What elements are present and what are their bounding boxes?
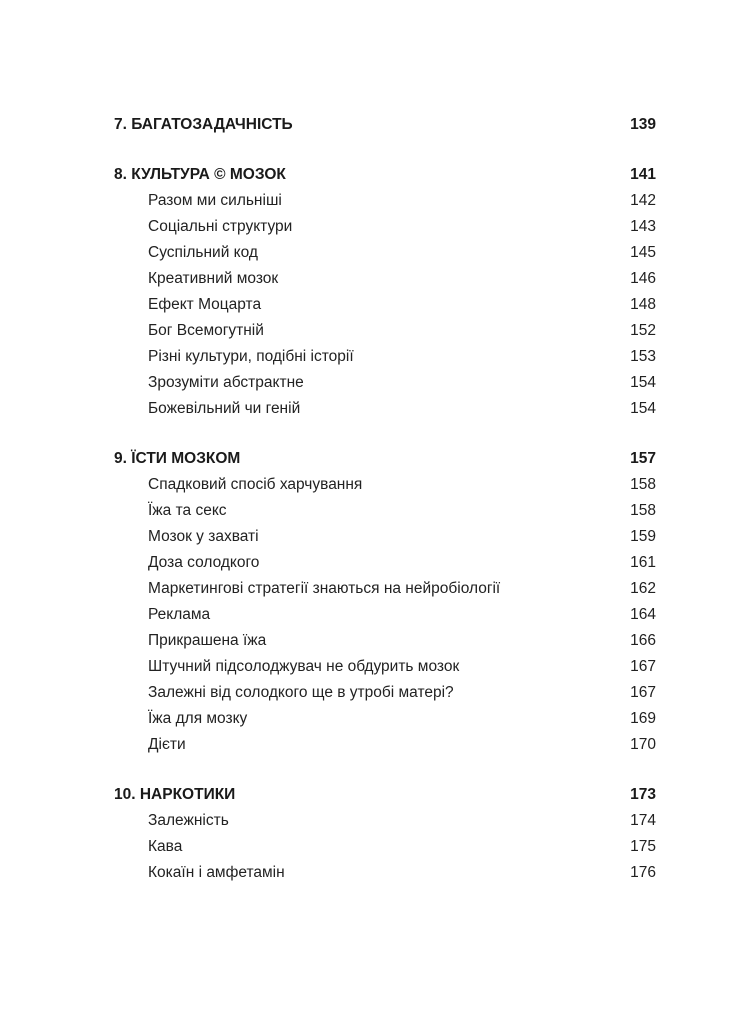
section-page-number: 167 xyxy=(630,684,656,701)
section-entry xyxy=(114,706,656,732)
section-entry xyxy=(114,188,656,214)
section-page-number: 166 xyxy=(630,632,656,649)
section-title: Доза солодкого xyxy=(148,554,260,571)
section-title: Соціальні структури xyxy=(148,218,293,235)
section-title: Мозок у захваті xyxy=(148,528,259,545)
section-entry xyxy=(114,318,656,344)
section-entry xyxy=(114,860,656,886)
section-title: Кокаїн і амфетамін xyxy=(148,864,285,881)
section-page-number: 158 xyxy=(630,476,656,493)
section-entry xyxy=(114,344,656,370)
section-entry xyxy=(114,292,656,318)
section-title: Штучний підсолоджувач не обдурить мозок xyxy=(148,658,460,675)
section-title: Божевільний чи геній xyxy=(148,400,301,417)
section-page-number: 170 xyxy=(630,736,656,753)
section-page-number: 152 xyxy=(630,322,656,339)
section-page-number: 176 xyxy=(630,864,656,881)
section-title: Суспільний код xyxy=(148,244,258,261)
section-page-number: 159 xyxy=(630,528,656,545)
section-title: Ефект Моцарта xyxy=(148,296,262,313)
chapter-9 xyxy=(114,446,656,758)
section-title: Дієти xyxy=(148,736,186,753)
section-page-number: 145 xyxy=(630,244,656,261)
section-title: Різні культури, подібні історії xyxy=(148,348,354,365)
section-title: Реклама xyxy=(148,606,211,623)
section-page-number: 167 xyxy=(630,658,656,675)
section-page-number: 158 xyxy=(630,502,656,519)
section-entry xyxy=(114,834,656,860)
section-entry xyxy=(114,680,656,706)
chapter-page-number: 139 xyxy=(630,116,656,133)
section-page-number: 154 xyxy=(630,374,656,391)
chapter-8 xyxy=(114,162,656,422)
section-page-number: 162 xyxy=(630,580,656,597)
section-title: Бог Всемогутній xyxy=(148,322,264,339)
chapter-title: 9. ЇСТИ МОЗКОМ xyxy=(114,450,241,467)
chapter-page-number: 141 xyxy=(630,166,656,183)
section-title: Спадковий спосіб харчування xyxy=(148,476,363,493)
section-title: Кава xyxy=(148,838,183,855)
chapter-page-number: 173 xyxy=(630,786,656,803)
chapter-heading xyxy=(114,782,656,808)
section-title: Разом ми сильніші xyxy=(148,192,282,209)
section-entry xyxy=(114,214,656,240)
chapter-page-number: 157 xyxy=(630,450,656,467)
section-entry xyxy=(114,498,656,524)
section-page-number: 142 xyxy=(630,192,656,209)
section-page-number: 175 xyxy=(630,838,656,855)
chapter-7 xyxy=(114,112,656,138)
section-title: Прикрашена їжа xyxy=(148,632,267,649)
section-entry xyxy=(114,732,656,758)
table-of-contents xyxy=(114,112,656,910)
section-title: Маркетингові стратегії знаються на нейробіології xyxy=(148,580,501,597)
section-title: Залежність xyxy=(148,812,229,829)
section-entry xyxy=(114,370,656,396)
section-page-number: 161 xyxy=(630,554,656,571)
chapter-heading xyxy=(114,162,656,188)
section-page-number: 153 xyxy=(630,348,656,365)
section-entry xyxy=(114,524,656,550)
section-title: Креативний мозок xyxy=(148,270,279,287)
section-title: Зрозуміти абстрактне xyxy=(148,374,304,391)
section-entry xyxy=(114,240,656,266)
chapter-heading xyxy=(114,112,656,138)
chapter-title: 10. НАРКОТИКИ xyxy=(114,786,236,803)
section-entry xyxy=(114,396,656,422)
chapter-heading xyxy=(114,446,656,472)
chapter-10 xyxy=(114,782,656,886)
section-entry xyxy=(114,654,656,680)
chapter-title: 7. БАГАТОЗАДАЧНІСТЬ xyxy=(114,116,293,133)
section-page-number: 143 xyxy=(630,218,656,235)
section-page-number: 154 xyxy=(630,400,656,417)
section-page-number: 148 xyxy=(630,296,656,313)
section-title: Їжа та секс xyxy=(148,502,227,519)
section-entry xyxy=(114,472,656,498)
chapter-title: 8. КУЛЬТУРА © МОЗОК xyxy=(114,166,286,183)
section-page-number: 146 xyxy=(630,270,656,287)
section-entry xyxy=(114,576,656,602)
section-entry xyxy=(114,808,656,834)
section-page-number: 174 xyxy=(630,812,656,829)
section-entry xyxy=(114,602,656,628)
section-entry xyxy=(114,266,656,292)
section-page-number: 169 xyxy=(630,710,656,727)
section-entry xyxy=(114,550,656,576)
section-title: Залежні від солодкого ще в утробі матері? xyxy=(148,684,454,701)
section-title: Їжа для мозку xyxy=(148,710,248,727)
section-page-number: 164 xyxy=(630,606,656,623)
section-entry xyxy=(114,628,656,654)
